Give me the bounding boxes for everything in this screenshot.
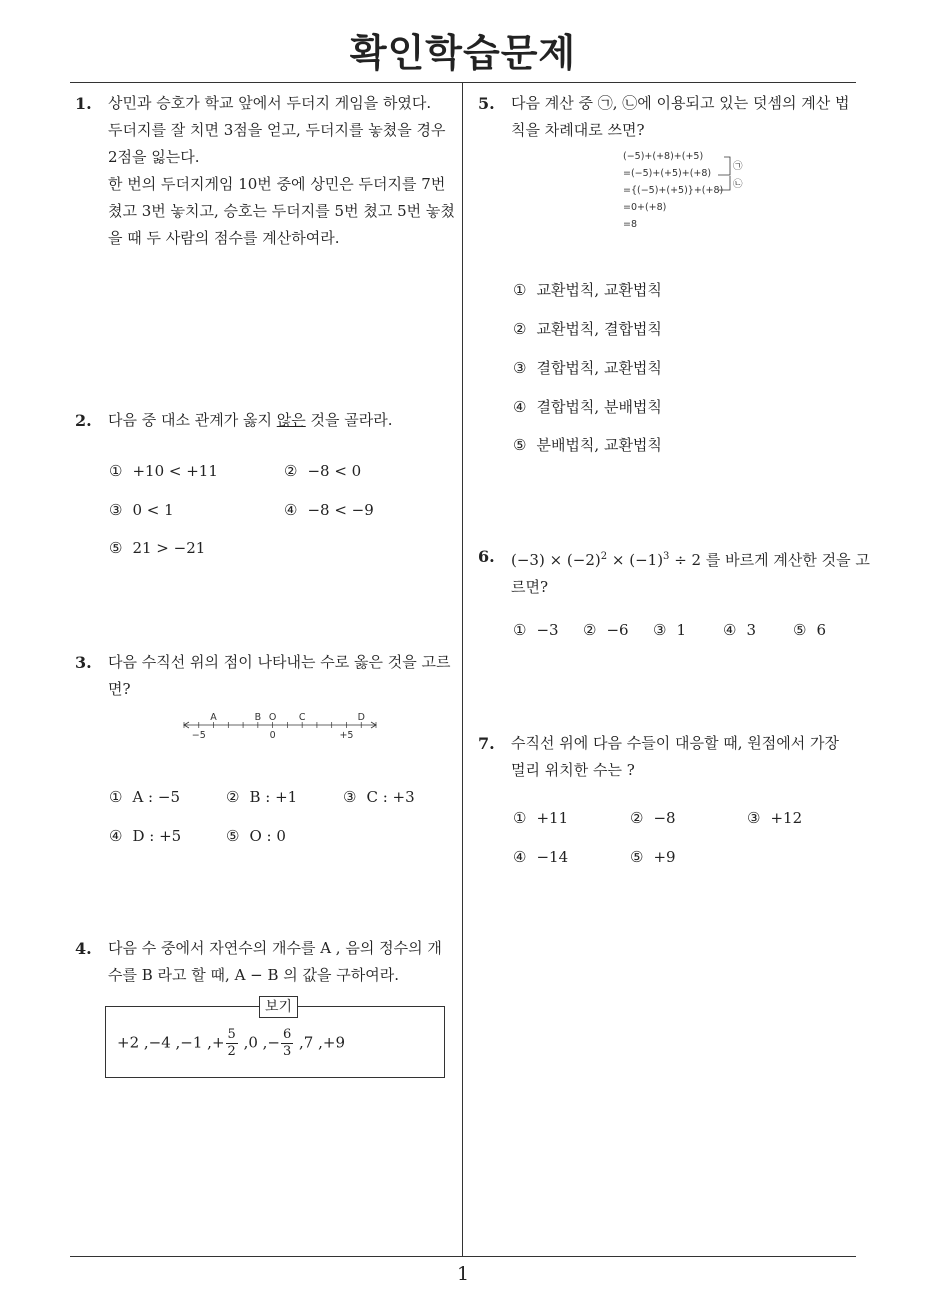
answer-option[interactable]: ③ 0 < 1 [109,501,174,519]
question-text: 수를 B 라고 할 때, A − B 의 값을 구하여라. [108,966,400,984]
answer-option[interactable]: ③ +12 [747,809,803,827]
point-label: C [298,712,306,723]
question-number: 3. [75,653,92,672]
question-text: 쳤고 3번 놓치고, 승호는 두더지를 5번 쳤고 5번 놓쳤 [108,202,455,220]
bottom-divider [70,1256,856,1257]
answer-option[interactable]: ⑤ 21 > −21 [109,539,206,557]
column-divider [462,82,463,1257]
question-number: 5. [478,94,495,113]
answer-option[interactable]: ② 교환법칙, 결합법칙 [513,320,662,338]
question-text: 르면? [511,578,549,596]
question-number: 6. [478,547,495,566]
example-items: +2 ,−4 ,−1 ,+ $\frac{5}{2}$ ,0 ,− $\frac{6}{3}$ ,7 ,+9 [117,1027,345,1059]
question-text: 2점을 잃는다. [108,148,200,166]
answer-option[interactable]: ① 교환법칙, 교환법칙 [513,281,662,299]
question-text: $(-3) \times (-2)^2 \times (-1)^3 \div 2$ 를 바르게 계산한 것을 고 [511,551,870,569]
answer-option[interactable]: ⑤ 6 [793,621,826,639]
question-text: 다음 계산 중 ㉠, ㉡에 이용되고 있는 덧셈의 계산 법 [511,94,850,112]
answer-option[interactable]: ④ −14 [513,848,569,866]
question-number: 2. [75,411,92,430]
question-number: 4. [75,939,92,958]
fraction: $\frac{6}{3}$ [282,1027,292,1059]
answer-option[interactable]: ③ 1 [653,621,686,639]
fraction: $\frac{5}{2}$ [227,1027,236,1059]
tick-label: 0 [269,730,276,741]
question-number: 1. [75,94,92,113]
answer-option[interactable]: ⑤ 분배법칙, 교환법칙 [513,436,662,454]
answer-option[interactable]: ② −8 < 0 [284,462,362,480]
question-text: 멀리 위치한 수는 ? [511,761,635,779]
page-number: 1 [456,1263,470,1285]
question-text: 다음 수직선 위의 점이 나타내는 수로 옳은 것을 고르 [108,653,451,671]
question-text: 수직선 위에 다음 수들이 대응할 때, 원점에서 가장 [511,734,839,752]
question-number: 7. [478,734,495,753]
tick-label: +5 [339,730,354,741]
number-line-figure [178,708,382,742]
question-text: 상민과 승호가 학교 앞에서 두더지 게임을 하였다. [108,94,432,112]
answer-option[interactable]: ① +10 < +11 [109,462,218,480]
answer-option[interactable]: ④ 3 [723,621,756,639]
answer-option[interactable]: ② −6 [583,621,629,639]
question-text: 면? [108,680,131,698]
question-text: 다음 중 대소 관계가 옳지 않은 것을 골라라. [108,411,393,429]
point-label: A [210,712,217,723]
page-title: 확인학습문제 [349,31,577,75]
question-text: 한 번의 두더지게임 10번 중에 상민은 두더지를 7번 [108,175,446,193]
example-box [105,999,445,1078]
answer-option[interactable]: ⑤ O : 0 [226,827,286,845]
answer-option[interactable]: ⑤ +9 [630,848,676,866]
point-label: D [357,712,365,723]
tick-label: −5 [191,730,206,741]
answer-option[interactable]: ③ 결합법칙, 교환법칙 [513,359,662,377]
question-text: 다음 수 중에서 자연수의 개수를 A , 음의 정수의 개 [108,939,442,957]
point-label: B [254,712,262,723]
answer-option[interactable]: ③ C : +3 [343,788,415,806]
answer-option[interactable]: ④ −8 < −9 [284,501,374,519]
point-label: O [268,712,277,723]
top-divider [70,82,856,83]
answer-option[interactable]: ② B : +1 [226,788,298,806]
question-text: 을 때 두 사람의 점수를 계산하여라. [108,229,340,247]
answer-option[interactable]: ④ D : +5 [109,827,182,845]
answer-option[interactable]: ④ 결합법칙, 분배법칙 [513,398,662,416]
answer-option[interactable]: ② −8 [630,809,676,827]
example-box-label: 보기 [259,996,298,1018]
answer-option[interactable]: ① A : −5 [109,788,180,806]
answer-option[interactable]: ① +11 [513,809,569,827]
question-text: 두더지를 잘 치면 3점을 얻고, 두더지를 놓쳤을 경우 [108,121,446,139]
answer-option[interactable]: ① −3 [513,621,559,639]
question-text: 칙을 차례대로 쓰면? [511,121,645,139]
underlined-word: 않은 [276,411,306,429]
